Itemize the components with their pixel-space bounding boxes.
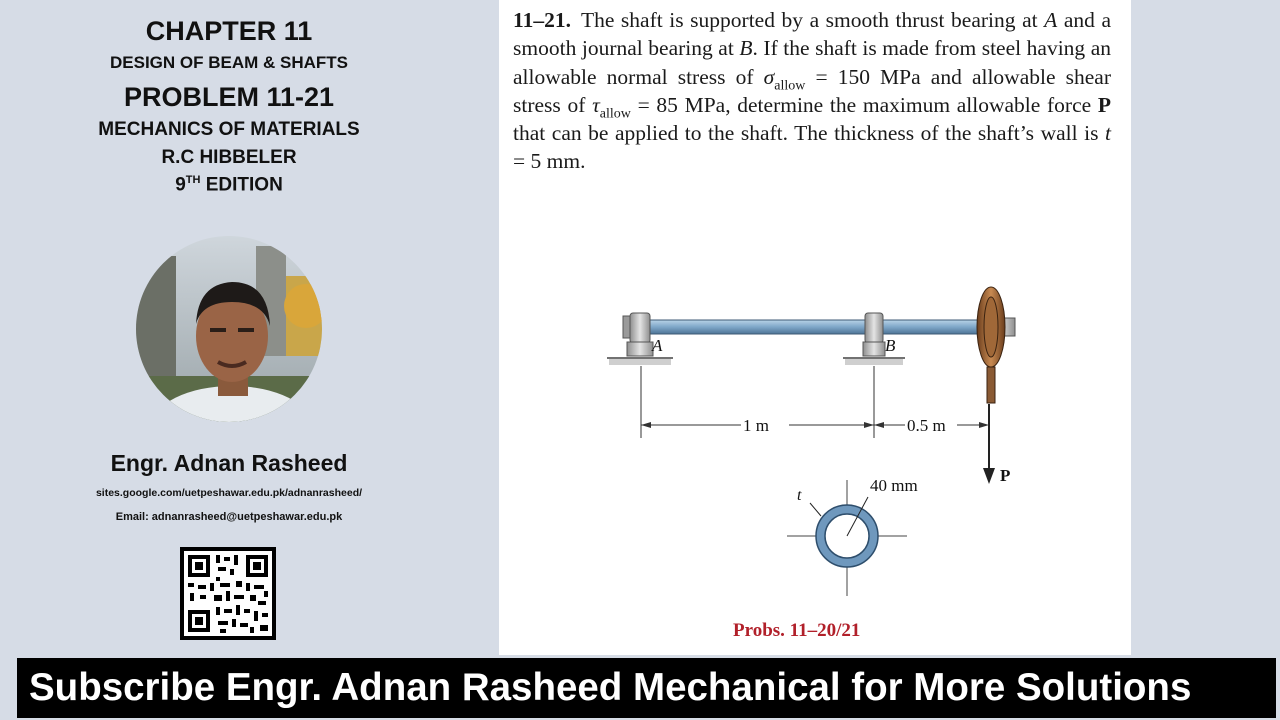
label-b: B [885, 336, 896, 355]
qr-code-graphic [180, 547, 276, 640]
tau-subscript: allow [599, 106, 631, 122]
thickness-ref: t [1105, 121, 1111, 146]
force-label: P [1000, 466, 1011, 485]
problem-text-part: = 150 MPa and allowable shear stress of [513, 64, 1111, 117]
tau-symbol: τ [592, 92, 600, 117]
problem-text-part: The shaft is supported by a smooth thrust bearing at [580, 8, 1045, 32]
force-arrowhead [983, 468, 995, 484]
problem-number: 11–21. [513, 8, 571, 32]
shaft-cross-section [787, 480, 907, 596]
website-link[interactable]: sites.google.com/uetpeshawar.edu.pk/adnanrasheed/ [95, 487, 363, 499]
point-a-ref: A [1044, 8, 1058, 32]
thickness-label: t [797, 487, 802, 504]
point-b-ref: B [739, 36, 753, 61]
shaft-diagram [499, 0, 1131, 655]
problem-text-part: = 5 mm. [513, 149, 586, 174]
problem-panel [499, 0, 1131, 655]
dimension-half-m: 0.5 m [907, 416, 946, 435]
force-ref: P [1097, 92, 1112, 117]
author-name: R.C HIBBELER [161, 147, 297, 168]
instructor-name: Engr. Adnan Rasheed [110, 450, 348, 476]
chapter-title: CHAPTER 11 [145, 16, 313, 46]
problem-text-part: that can be applied to the shaft. The thickness of the shaft’s wall is [513, 121, 1106, 146]
email-text[interactable]: Email: adnanrasheed@uetpeshawar.edu.pk [115, 511, 343, 523]
dimension-1m: 1 m [743, 416, 769, 435]
edition-suffix: TH [185, 174, 201, 186]
left-info-panel [0, 0, 458, 655]
subscribe-banner: Subscribe Engr. Adnan Rasheed Mechanical for More Solutions [17, 658, 1276, 718]
pulley [977, 287, 1015, 403]
problem-text-part: and a smooth journal bearing at [513, 8, 1111, 61]
book-title: MECHANICS OF MATERIALS [98, 119, 360, 140]
chapter-topic: DESIGN OF BEAM & SHAFTS [109, 53, 348, 72]
avatar [136, 236, 322, 422]
edition [0, 174, 458, 196]
sigma-symbol: σ [763, 64, 775, 89]
shaft [647, 320, 987, 334]
figure-caption: Probs. 11–20/21 [733, 620, 861, 641]
radius-label: 40 mm [870, 476, 918, 495]
label-a: A [652, 336, 663, 355]
problem-text-part: = 85 MPa, determine the maximum allowable force [630, 92, 1098, 117]
qr-code [180, 547, 276, 640]
problem-title: PROBLEM 11-21 [123, 82, 335, 112]
avatar-photo [136, 236, 322, 422]
problem-text-part: . If the shaft is made from steel having an allowable normal stress of [513, 36, 1111, 89]
edition-number: 9 [175, 174, 186, 196]
edition-word: EDITION [205, 174, 283, 196]
sigma-subscript: allow [774, 77, 806, 93]
